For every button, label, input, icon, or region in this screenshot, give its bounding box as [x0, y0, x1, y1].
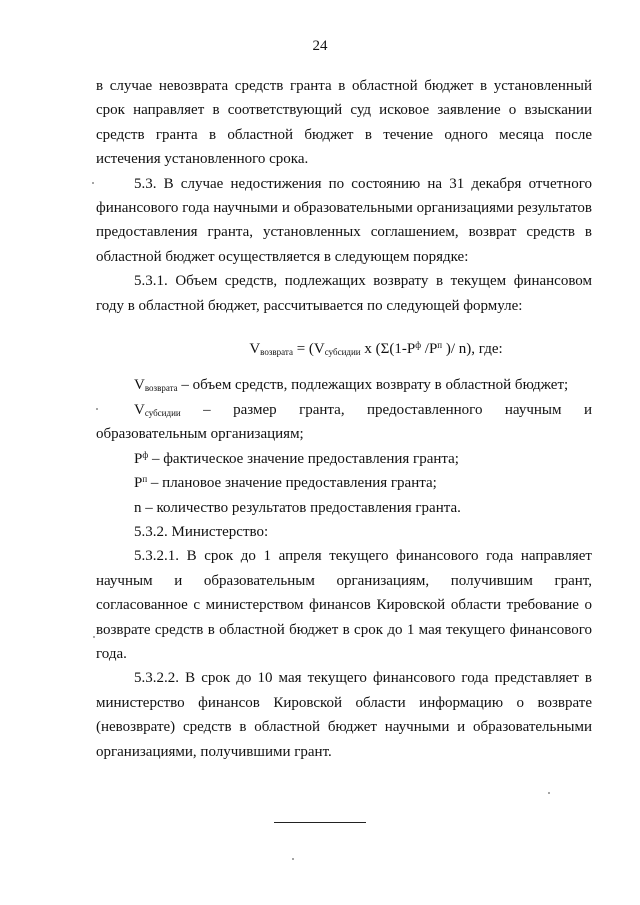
scan-speck [92, 182, 94, 184]
scan-speck [93, 636, 95, 638]
def-v-return-text: – объем средств, подлежащих возврату в областной бюджет; [177, 377, 569, 394]
definition-p-plan [96, 471, 592, 495]
document-body [96, 74, 592, 764]
formula-sub-subsidy: субсидии [324, 347, 361, 358]
scan-speck [548, 792, 550, 794]
def-pf-sup: ф [142, 449, 149, 460]
def-pf-symbol: P [134, 450, 143, 467]
definition-v-subsidy-continued: образовательным организациям; [96, 426, 304, 443]
definition-v-subsidy-line [96, 398, 592, 422]
formula-tail: )/ n), где: [442, 341, 503, 358]
def-v-subsidy-word: научным [504, 401, 562, 418]
footnote-separator [274, 822, 366, 823]
definition-p-fact [96, 447, 592, 471]
def-v-subsidy-word: и [583, 401, 592, 418]
def-v-subsidy-word: размер [233, 401, 277, 418]
formula-v: V [249, 341, 261, 358]
def-v-subsidy-word: гранта, [299, 401, 345, 418]
paragraph-5-3: 5.3. В случае недостижения по состоянию на 31 декабря отчетного финансового года научными и образовательными организациями результатов предоставления гранта, установленных соглашением, возврат средств в областной бюджет осуществляется в следующем порядке: [96, 175, 592, 265]
formula-mid: x (Σ(1-P [360, 341, 416, 358]
paragraph-5-3-2-1: 5.3.2.1. В срок до 1 апреля текущего финансового года направляет научным и образовательным организациям, получившим грант, согласованное с министерством финансов Кировской области требование о возврате средств в областной бюджет в срок до 1 мая текущего финансового года. [96, 548, 592, 662]
scan-speck [96, 408, 98, 410]
paragraph-5-3-2-2: 5.3.2.2. В срок до 10 мая текущего финансового года представляет в министерство финансов Кировской области информацию о возврате (невозврате) средств в областной бюджет научными и образовательными организациями, получившими грант. [96, 670, 592, 760]
paragraph-5-3-1: 5.3.1. Объем средств, подлежащих возврату в текущем финансовом году в областной бюджет, рассчитывается по следующей формуле: [96, 273, 592, 314]
formula-slash: /P [421, 341, 438, 358]
formula-eq-open: = (V [292, 341, 325, 358]
paragraph-5-3-2: 5.3.2. Министерство: [134, 523, 269, 540]
def-v-subsidy-symbol: V [134, 401, 145, 418]
def-pp-sup: п [142, 474, 148, 485]
scan-speck [292, 858, 294, 860]
def-v-return-symbol: V [134, 377, 145, 394]
formula-sup-p: п [437, 340, 443, 351]
formula-sup-f: ф [415, 340, 422, 351]
formula-sub-return: возврата [260, 347, 293, 358]
def-v-subsidy-symbol-wrap [134, 398, 181, 422]
definition-n: n – количество результатов предоставления гранта. [134, 499, 461, 516]
page-number: 24 [312, 38, 328, 54]
def-v-subsidy-sub: субсидии [144, 407, 181, 418]
def-pp-symbol: P [134, 475, 143, 492]
definition-v-return [96, 373, 592, 397]
def-pp-text: – плановое значение предоставления гранта; [147, 475, 437, 492]
paragraph-intro: в случае невозврата средств гранта в областной бюджет в установленный срок направляет в соответствующий суд исковое заявление о взыскании средств гранта в областной бюджет в течение одного месяца после истечения установленного срока. [96, 78, 592, 168]
formula [96, 337, 592, 361]
def-pf-text: – фактическое значение предоставления гранта; [148, 450, 459, 467]
def-v-return-sub: возврата [144, 383, 178, 394]
def-v-subsidy-word: предоставленного [367, 401, 483, 418]
def-v-subsidy-word: – [203, 401, 211, 418]
